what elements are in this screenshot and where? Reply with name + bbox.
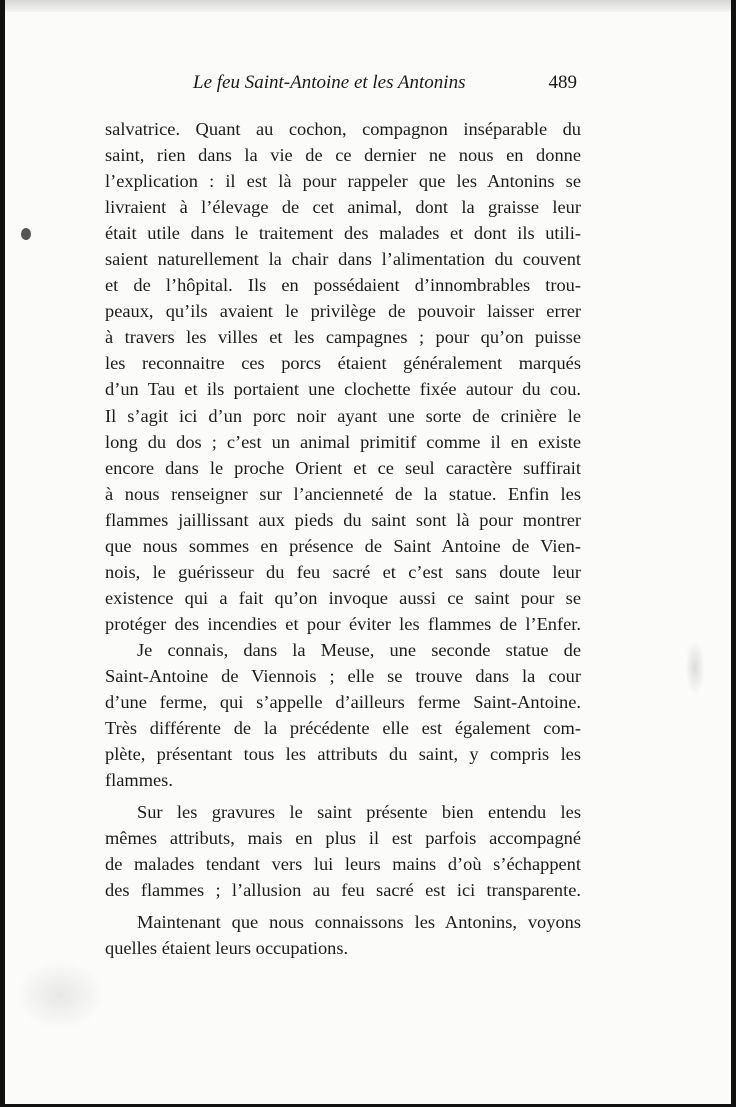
text-line: Sur les gravures le saint présente bien entendu les <box>137 802 581 823</box>
text-line: à travers les villes et les campagnes ; pour qu’on puisse <box>105 327 581 348</box>
paragraph-4 <box>105 909 581 961</box>
text-line: et de l’hôpital. Ils en possédaient d’innombrables trou- <box>105 275 581 296</box>
text-line: livraient à l’élevage de cet animal, dont la graisse leur <box>105 197 581 218</box>
text-line: Il s’agit ici d’un porc noir ayant une sorte de crinière le <box>105 405 581 426</box>
text-line: d’un Tau et ils portaient une clochette fixée autour du cou. <box>105 379 581 400</box>
running-title: Le feu Saint-Antoine et les Antonins <box>193 72 466 93</box>
body-text <box>105 116 581 962</box>
paper-stain <box>15 960 105 1030</box>
page-header <box>105 72 585 100</box>
text-line: Maintenant que nous connaissons les Antonins, voyons <box>137 912 581 933</box>
text-line: d’une ferme, qui s’appelle d’ailleurs ferme Saint-Antoine. <box>105 692 581 713</box>
text-line: long du dos ; c’est un animal primitif comme il en existe <box>105 431 581 452</box>
text-line: à nous renseigner sur l’ancienneté de la statue. Enfin les <box>105 483 581 504</box>
text-line: que nous sommes en présence de Saint Antoine de Vien- <box>105 535 581 556</box>
ink-spot <box>21 228 31 240</box>
text-line: Je connais, dans la Meuse, une seconde statue de <box>137 639 581 660</box>
text-line: encore dans le proche Orient et ce seul caractère suffirait <box>105 457 581 478</box>
text-line: saient naturellement la chair dans l’alimentation du couvent <box>105 249 581 270</box>
text-line: existence qui a fait qu’on invoque aussi ce saint pour se <box>105 587 581 608</box>
text-line: était utile dans le traitement des malades et dont ils utili- <box>105 223 581 244</box>
paragraph-1 <box>105 116 581 637</box>
text-line: salvatrice. Quant au cochon, compagnon inséparable du <box>105 119 581 139</box>
text-line: flammes jaillissant aux pieds du saint sont là pour montrer <box>105 509 581 530</box>
text-line: plète, présentant tous les attributs du saint, y compris les <box>105 744 581 765</box>
text-line: Très différente de la précédente elle est également com- <box>105 718 581 739</box>
paragraph-2 <box>105 637 581 793</box>
text-line: mêmes attributs, mais en plus il est parfois accompagné <box>105 828 581 849</box>
paper-stain <box>685 640 705 695</box>
text-line: saint, rien dans la vie de ce dernier ne nous en donne <box>105 145 581 166</box>
text-line: l’explication : il est là pour rappeler que les Antonins se <box>105 171 581 192</box>
text-line: Saint-Antoine de Viennois ; elle se trouve dans la cour <box>105 665 581 686</box>
page-number: 489 <box>548 72 577 93</box>
text-line: peaux, qu’ils avaient le privilège de pouvoir laisser errer <box>105 301 581 322</box>
scan-top-edge <box>5 0 736 12</box>
paragraph-3 <box>105 799 581 903</box>
text-line: protéger des incendies et pour éviter les flammes de l’Enfer. <box>105 613 581 634</box>
text-line: les reconnaitre ces porcs étaient généralement marqués <box>105 353 581 374</box>
text-line: des flammes ; l’allusion au feu sacré est ici transparente. <box>105 880 581 901</box>
text-line: nois, le guérisseur du feu sacré et c’est sans doute leur <box>105 561 581 582</box>
text-line: flammes. <box>105 770 173 791</box>
text-line: quelles étaient leurs occupations. <box>105 938 349 959</box>
text-line: de malades tendant vers lui leurs mains d’où s’échappent <box>105 854 581 875</box>
